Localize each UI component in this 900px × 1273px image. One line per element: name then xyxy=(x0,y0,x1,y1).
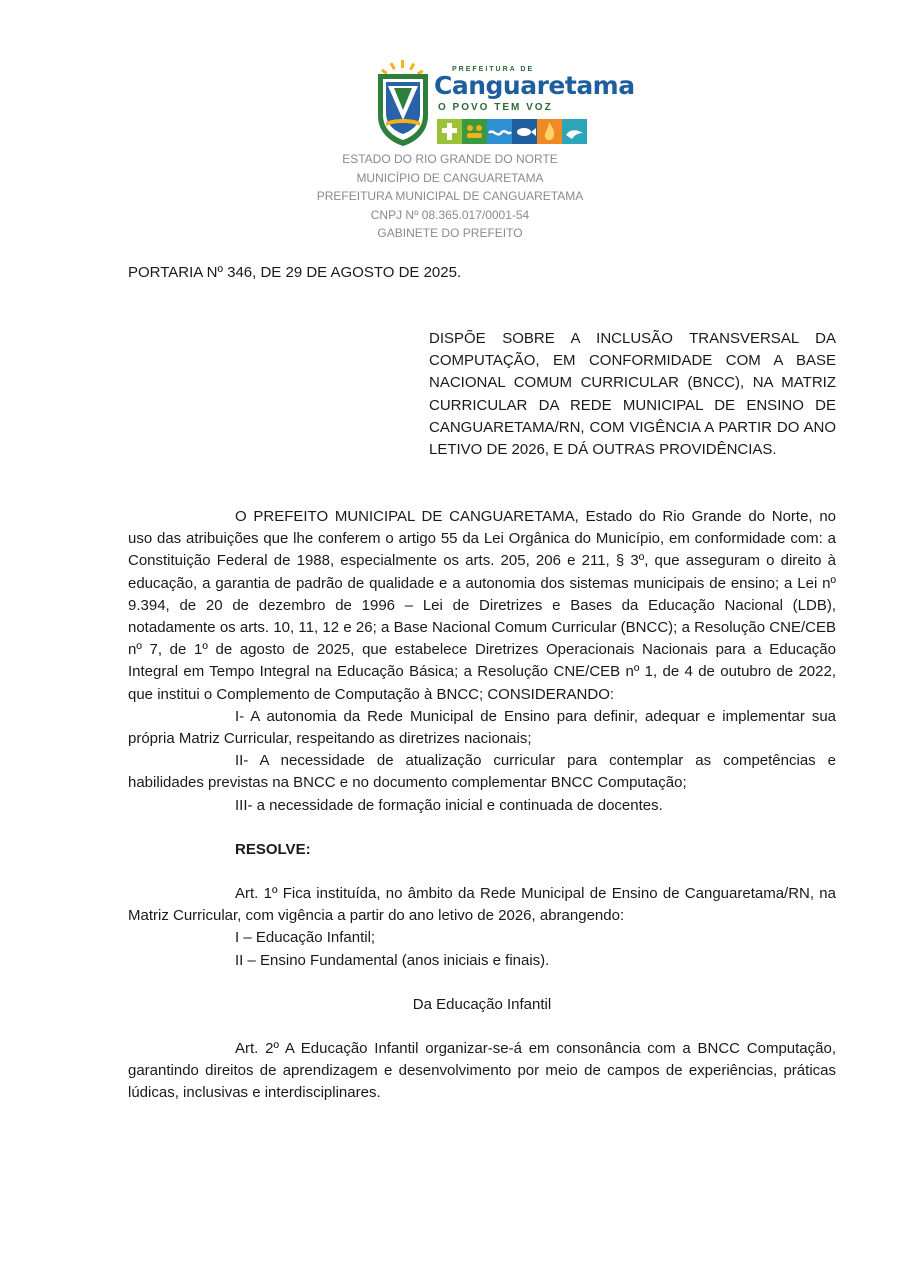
logo-icon-strip xyxy=(437,119,587,144)
document-ementa: DISPÕE SOBRE A INCLUSÃO TRANSVERSAL DA COMPUTAÇÃO, EM CONFORMIDADE COM A BASE NACIONAL COMUM CURRICULAR (BNCC), NA MATRIZ CURRICULAR DA REDE MUNICIPAL DE ENSINO DE CANGUARETAMA/RN, COM VIGÊNCIA A PARTIR DO ANO LETIVO DE 2026, E DÁ OUTRAS PROVIDÊNCIAS. xyxy=(429,330,836,459)
header-line-city-hall: PREFEITURA MUNICIPAL DE CANGUARETAMA xyxy=(316,189,584,203)
preamble-paragraph: O PREFEITO MUNICIPAL DE CANGUARETAMA, Estado do Rio Grande do Norte, no uso das atribuições que lhe conferem o artigo 55 da Lei Orgânica do Município, em conformidade com: a Constituição Federal de 1988, especialmente os arts. 205, 206 e 211, § 3º, que asseguram o direito à educação, a garantia de padrão de qualidade e a autonomia dos sistemas municipais de ensino; a Lei nº 9.394, de 20 de dezembro de 1996 – Lei de Diretrizes e Bases da Educação Nacional (LDB), notadamente os arts. 10, 11, 12 e 26; a Base Nacional Comum Curricular (BNCC); a Resolução CNE/CEB nº 7, de 1º de agosto de 2025, que estabelece Diretrizes Operacionais Nacionais para a Educação Integral em Tempo Integral na Educação Básica; a Resolução CNE/CEB nº 1, de 4 de outubro de 2022, que institui o Complemento de Computação à BNCC; CONSIDERANDO: xyxy=(128,508,836,703)
article-2: Art. 2º A Educação Infantil organizar-se-á em consonância com a BNCC Computação, garantindo direitos de aprendizagem e desenvolvimento por meio de campos de experiências, práticas lúdicas, inclusivas e interdisciplinares. xyxy=(128,1040,836,1102)
logo-slogan: O POVO TEM VOZ xyxy=(438,102,553,113)
header-line-municipality: MUNICÍPIO DE CANGUARETAMA xyxy=(356,170,544,185)
article-1-item-1: I – Educação Infantil; xyxy=(235,929,376,947)
logo-brand-name: Canguaretama xyxy=(434,71,635,100)
flame-icon xyxy=(537,119,562,144)
considerando-item-2: II- A necessidade de atualização curricular para contemplar as competências e habilidades previstas na BNCC e no documento complementar BNCC Computação; xyxy=(128,752,836,792)
wave-icon xyxy=(487,119,512,144)
section-heading: Da Educação Infantil xyxy=(412,995,552,1013)
people-icon xyxy=(462,119,487,144)
coat-of-arms-icon xyxy=(374,58,432,148)
header-line-state: ESTADO DO RIO GRANDE DO NORTE xyxy=(342,152,558,166)
document-title: PORTARIA Nº 346, DE 29 DE AGOSTO DE 2025. xyxy=(128,264,462,281)
considerando-item-1: I- A autonomia da Rede Municipal de Ensino para definir, adequar e implementar sua própria Matriz Curricular, respeitando as diretrizes nacionais; xyxy=(128,707,836,748)
bird-icon xyxy=(562,119,587,144)
municipality-logo xyxy=(374,58,635,148)
resolve-heading: RESOLVE: xyxy=(235,840,311,858)
institution-header xyxy=(0,150,900,243)
document-body xyxy=(128,506,836,1105)
logo-top-label: PREFEITURA DE xyxy=(452,66,535,73)
cross-icon xyxy=(437,119,462,144)
article-1-item-2: II – Ensino Fundamental (anos iniciais e finais). xyxy=(235,951,550,969)
header-line-office: GABINETE DO PREFEITO xyxy=(377,226,523,240)
fish-icon xyxy=(512,119,537,144)
considerando-item-3: III- a necessidade de formação inicial e continuada de docentes. xyxy=(235,796,663,814)
header-line-cnpj: CNPJ Nº 08.365.017/0001-54 xyxy=(370,207,530,222)
article-1: Art. 1º Fica instituída, no âmbito da Rede Municipal de Ensino de Canguaretama/RN, na Matriz Curricular, com vigência a partir do ano letivo de 2026, abrangendo: xyxy=(128,885,836,925)
